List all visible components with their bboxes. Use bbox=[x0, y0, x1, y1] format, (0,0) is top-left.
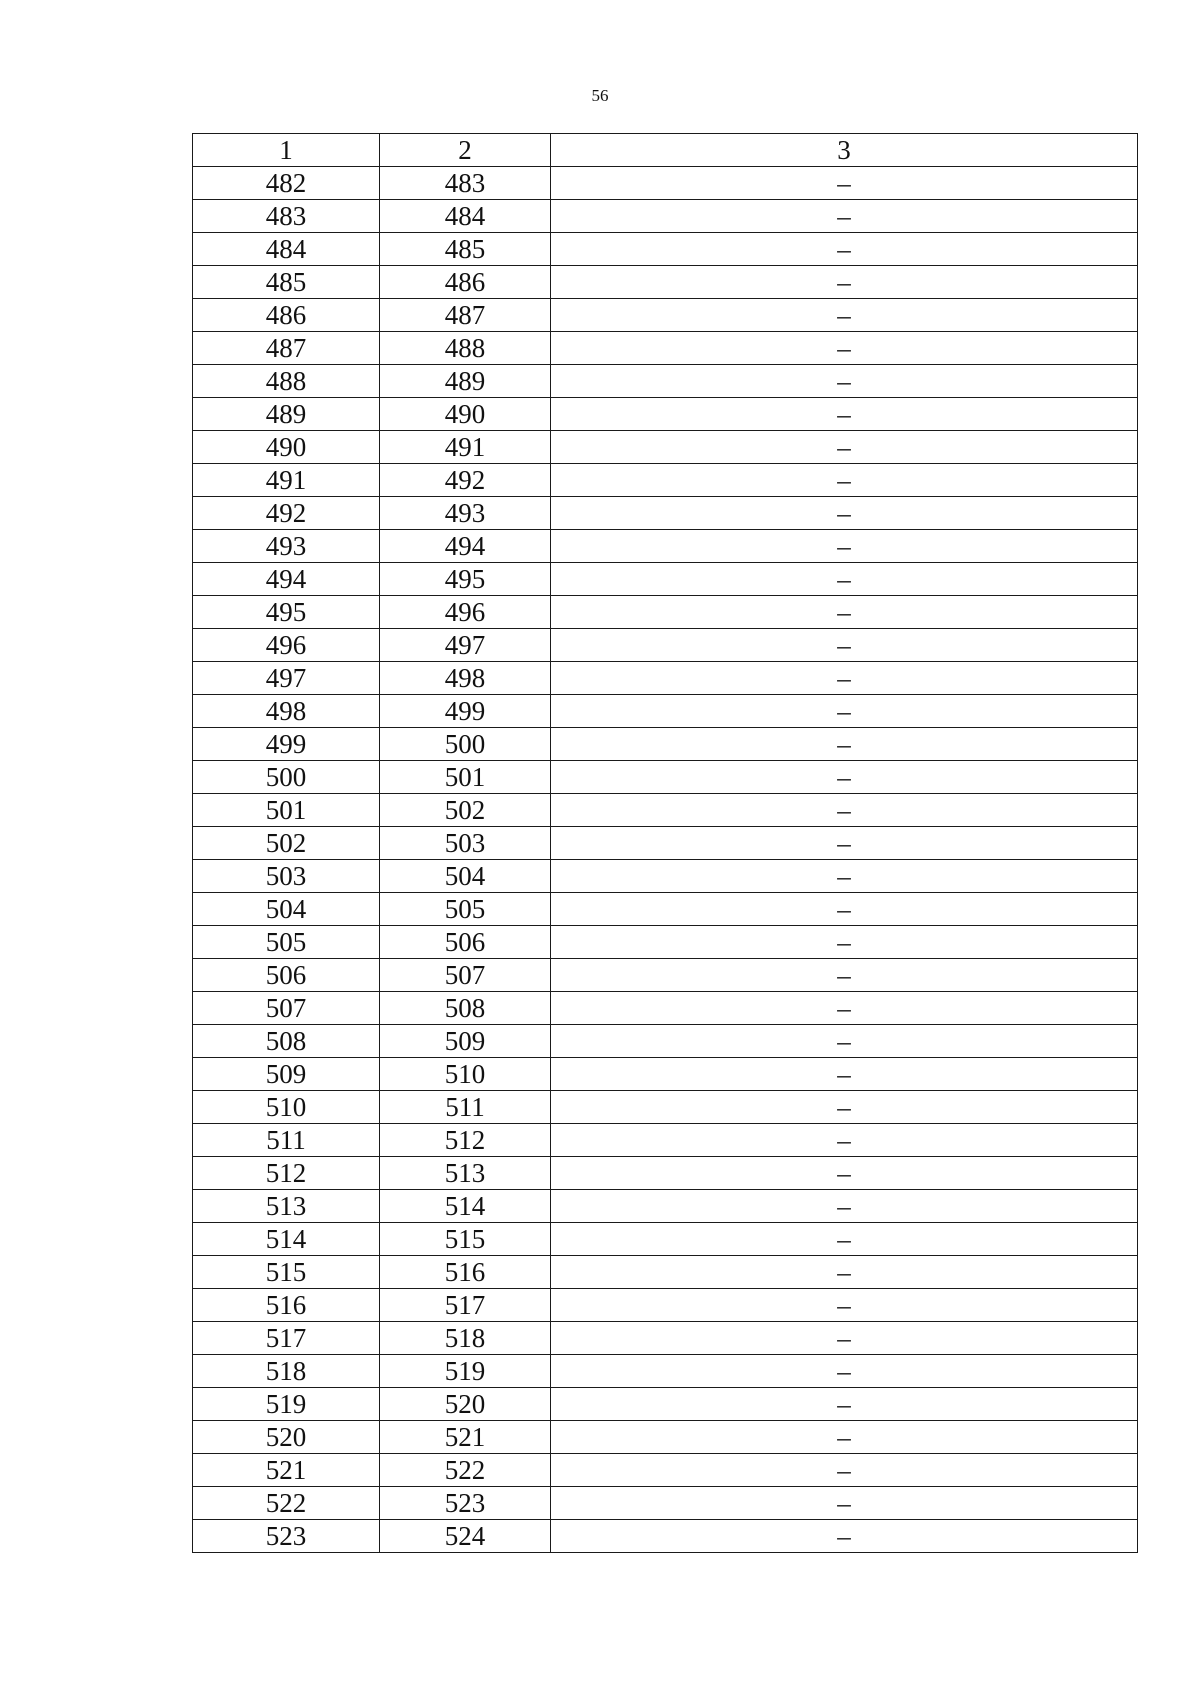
table-row bbox=[193, 233, 1138, 266]
table-cell-col-3: – bbox=[551, 200, 1138, 233]
table-row bbox=[193, 1421, 1138, 1454]
table-row bbox=[193, 1289, 1138, 1322]
table-cell-col-2: 505 bbox=[380, 893, 551, 926]
table-cell-col-3: – bbox=[551, 1091, 1138, 1124]
table-cell-col-2: 518 bbox=[380, 1322, 551, 1355]
table-row bbox=[193, 1223, 1138, 1256]
table-row bbox=[193, 266, 1138, 299]
table-cell-col-2: 523 bbox=[380, 1487, 551, 1520]
table-cell-col-2: 516 bbox=[380, 1256, 551, 1289]
table-cell-col-1: 498 bbox=[193, 695, 380, 728]
table-cell-col-1: 504 bbox=[193, 893, 380, 926]
table-cell-col-3: – bbox=[551, 596, 1138, 629]
table-cell-col-1: 505 bbox=[193, 926, 380, 959]
table-header-row bbox=[193, 134, 1138, 167]
table-cell-col-2: 510 bbox=[380, 1058, 551, 1091]
table-cell-col-1: 513 bbox=[193, 1190, 380, 1223]
table-cell-col-1: 508 bbox=[193, 1025, 380, 1058]
table-cell-col-2: 487 bbox=[380, 299, 551, 332]
table-cell-col-3: – bbox=[551, 1190, 1138, 1223]
table-row bbox=[193, 464, 1138, 497]
table-row bbox=[193, 1487, 1138, 1520]
table-cell-col-3: – bbox=[551, 1289, 1138, 1322]
table-cell-col-1: 523 bbox=[193, 1520, 380, 1553]
table-cell-col-1: 483 bbox=[193, 200, 380, 233]
table-cell-col-1: 485 bbox=[193, 266, 380, 299]
table-cell-col-1: 515 bbox=[193, 1256, 380, 1289]
table-cell-col-1: 507 bbox=[193, 992, 380, 1025]
table-cell-col-1: 493 bbox=[193, 530, 380, 563]
table-cell-col-3: – bbox=[551, 266, 1138, 299]
table-cell-col-1: 514 bbox=[193, 1223, 380, 1256]
table-cell-col-1: 495 bbox=[193, 596, 380, 629]
table-row bbox=[193, 497, 1138, 530]
table-cell-col-2: 486 bbox=[380, 266, 551, 299]
table-cell-col-3: – bbox=[551, 497, 1138, 530]
table-row bbox=[193, 629, 1138, 662]
table-cell-col-3: – bbox=[551, 1223, 1138, 1256]
table-cell-col-1: 518 bbox=[193, 1355, 380, 1388]
table-row bbox=[193, 1025, 1138, 1058]
table-cell-col-3: – bbox=[551, 563, 1138, 596]
table-cell-col-1: 491 bbox=[193, 464, 380, 497]
table-cell-col-2: 485 bbox=[380, 233, 551, 266]
table-cell-col-3: – bbox=[551, 332, 1138, 365]
table-row bbox=[193, 992, 1138, 1025]
table-cell-col-3: – bbox=[551, 1256, 1138, 1289]
table-cell-col-3: – bbox=[551, 233, 1138, 266]
table-cell-col-3: – bbox=[551, 431, 1138, 464]
table-cell-col-1: 482 bbox=[193, 167, 380, 200]
table-row bbox=[193, 926, 1138, 959]
table-body bbox=[193, 167, 1138, 1553]
table-cell-col-1: 486 bbox=[193, 299, 380, 332]
table-cell-col-2: 521 bbox=[380, 1421, 551, 1454]
table-row bbox=[193, 695, 1138, 728]
table-cell-col-3: – bbox=[551, 1025, 1138, 1058]
table-cell-col-2: 514 bbox=[380, 1190, 551, 1223]
data-table bbox=[192, 133, 1138, 1553]
table-cell-col-2: 508 bbox=[380, 992, 551, 1025]
table-row bbox=[193, 893, 1138, 926]
table-cell-col-3: – bbox=[551, 695, 1138, 728]
table-cell-col-2: 492 bbox=[380, 464, 551, 497]
table-row bbox=[193, 1520, 1138, 1553]
column-header-3: 3 bbox=[551, 134, 1138, 167]
table-row bbox=[193, 299, 1138, 332]
table-row bbox=[193, 1124, 1138, 1157]
table-cell-col-2: 524 bbox=[380, 1520, 551, 1553]
table-cell-col-2: 501 bbox=[380, 761, 551, 794]
table-row bbox=[193, 1091, 1138, 1124]
table-cell-col-2: 494 bbox=[380, 530, 551, 563]
table-row bbox=[193, 1157, 1138, 1190]
table-row bbox=[193, 596, 1138, 629]
table-row bbox=[193, 1454, 1138, 1487]
table-row bbox=[193, 1322, 1138, 1355]
table-row bbox=[193, 662, 1138, 695]
table-row bbox=[193, 1058, 1138, 1091]
table-row bbox=[193, 167, 1138, 200]
table-cell-col-1: 497 bbox=[193, 662, 380, 695]
table-cell-col-3: – bbox=[551, 992, 1138, 1025]
column-header-1: 1 bbox=[193, 134, 380, 167]
table-row bbox=[193, 728, 1138, 761]
table-cell-col-2: 512 bbox=[380, 1124, 551, 1157]
table-cell-col-3: – bbox=[551, 167, 1138, 200]
table-cell-col-1: 512 bbox=[193, 1157, 380, 1190]
table-cell-col-3: – bbox=[551, 1388, 1138, 1421]
table-cell-col-3: – bbox=[551, 827, 1138, 860]
table-cell-col-3: – bbox=[551, 893, 1138, 926]
table-cell-col-2: 522 bbox=[380, 1454, 551, 1487]
table-cell-col-3: – bbox=[551, 1355, 1138, 1388]
table-cell-col-2: 507 bbox=[380, 959, 551, 992]
table-cell-col-2: 497 bbox=[380, 629, 551, 662]
table-cell-col-2: 496 bbox=[380, 596, 551, 629]
table-cell-col-1: 519 bbox=[193, 1388, 380, 1421]
table-cell-col-2: 504 bbox=[380, 860, 551, 893]
table-cell-col-2: 509 bbox=[380, 1025, 551, 1058]
table-cell-col-3: – bbox=[551, 1520, 1138, 1553]
table-cell-col-2: 502 bbox=[380, 794, 551, 827]
table-cell-col-1: 502 bbox=[193, 827, 380, 860]
table-cell-col-2: 515 bbox=[380, 1223, 551, 1256]
table-cell-col-1: 501 bbox=[193, 794, 380, 827]
table-cell-col-3: – bbox=[551, 1487, 1138, 1520]
table-row bbox=[193, 1256, 1138, 1289]
table-row bbox=[193, 794, 1138, 827]
page-number: 56 bbox=[591, 86, 609, 105]
table-cell-col-3: – bbox=[551, 365, 1138, 398]
table-row bbox=[193, 332, 1138, 365]
table-cell-col-3: – bbox=[551, 728, 1138, 761]
table-cell-col-3: – bbox=[551, 1058, 1138, 1091]
table-cell-col-1: 494 bbox=[193, 563, 380, 596]
table-cell-col-2: 500 bbox=[380, 728, 551, 761]
table-row bbox=[193, 431, 1138, 464]
table-row bbox=[193, 959, 1138, 992]
table-cell-col-2: 503 bbox=[380, 827, 551, 860]
table-row bbox=[193, 365, 1138, 398]
table-cell-col-1: 487 bbox=[193, 332, 380, 365]
table-cell-col-2: 488 bbox=[380, 332, 551, 365]
table-cell-col-1: 500 bbox=[193, 761, 380, 794]
table-cell-col-2: 519 bbox=[380, 1355, 551, 1388]
table-cell-col-1: 522 bbox=[193, 1487, 380, 1520]
table-cell-col-1: 506 bbox=[193, 959, 380, 992]
table-cell-col-3: – bbox=[551, 860, 1138, 893]
table-cell-col-2: 499 bbox=[380, 695, 551, 728]
table-cell-col-1: 489 bbox=[193, 398, 380, 431]
table-cell-col-3: – bbox=[551, 1157, 1138, 1190]
table-cell-col-1: 496 bbox=[193, 629, 380, 662]
table-cell-col-3: – bbox=[551, 662, 1138, 695]
table-cell-col-2: 490 bbox=[380, 398, 551, 431]
table-row bbox=[193, 1388, 1138, 1421]
table-cell-col-1: 520 bbox=[193, 1421, 380, 1454]
table-cell-col-3: – bbox=[551, 398, 1138, 431]
table-cell-col-2: 511 bbox=[380, 1091, 551, 1124]
table-cell-col-1: 492 bbox=[193, 497, 380, 530]
table-cell-col-3: – bbox=[551, 1124, 1138, 1157]
table-cell-col-3: – bbox=[551, 1421, 1138, 1454]
table-row bbox=[193, 530, 1138, 563]
table-cell-col-1: 510 bbox=[193, 1091, 380, 1124]
table-cell-col-1: 484 bbox=[193, 233, 380, 266]
table-cell-col-1: 516 bbox=[193, 1289, 380, 1322]
table-cell-col-3: – bbox=[551, 761, 1138, 794]
table-cell-col-3: – bbox=[551, 530, 1138, 563]
table-row bbox=[193, 761, 1138, 794]
table-cell-col-2: 491 bbox=[380, 431, 551, 464]
table-row bbox=[193, 200, 1138, 233]
table-cell-col-2: 484 bbox=[380, 200, 551, 233]
table-cell-col-1: 511 bbox=[193, 1124, 380, 1157]
table-cell-col-3: – bbox=[551, 299, 1138, 332]
table-row bbox=[193, 860, 1138, 893]
table-row bbox=[193, 398, 1138, 431]
table-cell-col-1: 509 bbox=[193, 1058, 380, 1091]
table-cell-col-1: 499 bbox=[193, 728, 380, 761]
table-cell-col-2: 520 bbox=[380, 1388, 551, 1421]
table-cell-col-2: 489 bbox=[380, 365, 551, 398]
table-cell-col-2: 517 bbox=[380, 1289, 551, 1322]
table-cell-col-3: – bbox=[551, 629, 1138, 662]
table-cell-col-3: – bbox=[551, 959, 1138, 992]
table-row bbox=[193, 1190, 1138, 1223]
table-row bbox=[193, 1355, 1138, 1388]
table-cell-col-3: – bbox=[551, 1454, 1138, 1487]
table-cell-col-1: 503 bbox=[193, 860, 380, 893]
table-cell-col-3: – bbox=[551, 926, 1138, 959]
table-cell-col-3: – bbox=[551, 464, 1138, 497]
table-cell-col-1: 521 bbox=[193, 1454, 380, 1487]
table-cell-col-3: – bbox=[551, 794, 1138, 827]
table-cell-col-2: 506 bbox=[380, 926, 551, 959]
table-row bbox=[193, 563, 1138, 596]
table-cell-col-1: 490 bbox=[193, 431, 380, 464]
table-cell-col-2: 513 bbox=[380, 1157, 551, 1190]
table-cell-col-1: 488 bbox=[193, 365, 380, 398]
table-row bbox=[193, 827, 1138, 860]
table-cell-col-2: 493 bbox=[380, 497, 551, 530]
column-header-2: 2 bbox=[380, 134, 551, 167]
table-cell-col-2: 483 bbox=[380, 167, 551, 200]
table-cell-col-3: – bbox=[551, 1322, 1138, 1355]
table-cell-col-2: 495 bbox=[380, 563, 551, 596]
table-cell-col-2: 498 bbox=[380, 662, 551, 695]
table-cell-col-1: 517 bbox=[193, 1322, 380, 1355]
